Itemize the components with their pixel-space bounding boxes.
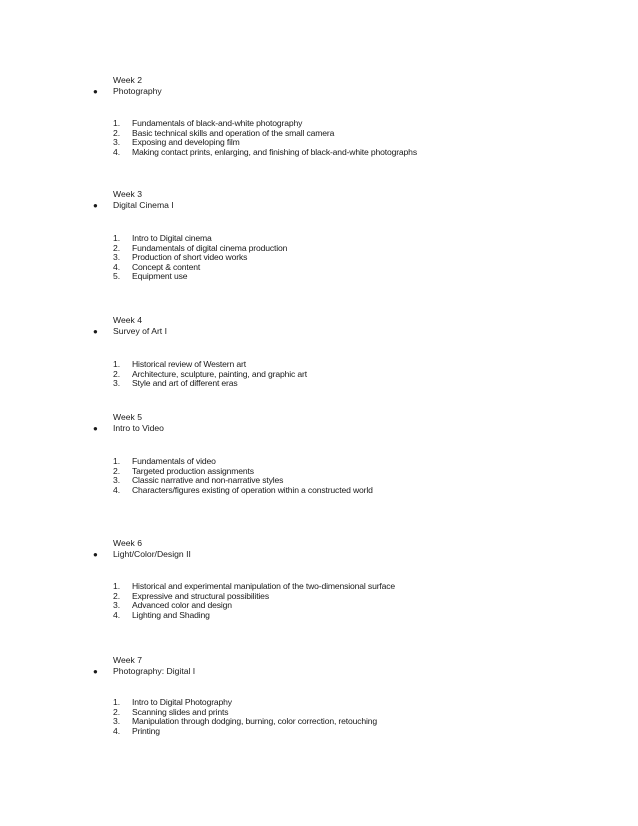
topic-text: Fundamentals of black-and-white photography [132, 118, 303, 128]
topic-number: 5. [113, 271, 121, 282]
week-label: Week 7 [113, 655, 142, 665]
topic-item [0, 467, 638, 477]
topic-item [0, 263, 638, 273]
course-row [0, 423, 638, 434]
topic-item [0, 601, 638, 611]
topic-text: Lighting and Shading [132, 609, 210, 620]
topic-item [0, 379, 638, 389]
topic-item [0, 727, 638, 737]
week-label: Week 4 [113, 315, 142, 325]
topic-item [0, 457, 638, 467]
course-title: Intro to Video [113, 423, 164, 433]
topic-text: Fundamentals of video [132, 456, 216, 466]
topic-number: 2. [113, 706, 121, 717]
topic-number: 1. [113, 118, 121, 128]
topic-number: 1. [113, 456, 121, 466]
topic-text: Historical review of Western art [132, 359, 246, 369]
topic-list [0, 234, 638, 282]
bullet-icon: ● [93, 201, 98, 210]
week-label: Week 6 [113, 538, 142, 548]
week-label: Week 5 [113, 412, 142, 422]
week-label: Week 2 [113, 75, 142, 85]
topic-item [0, 582, 638, 592]
topic-text: Equipment use [132, 271, 188, 282]
topic-list [0, 457, 638, 495]
topic-number: 1. [113, 581, 121, 591]
topic-text: Scanning slides and prints [132, 706, 229, 717]
topic-list [0, 698, 638, 736]
topic-item [0, 698, 638, 708]
topic-text: Intro to Digital Photography [132, 697, 232, 707]
topic-text: Fundamentals of digital cinema production [132, 242, 288, 253]
course-title: Digital Cinema I [113, 200, 174, 210]
topic-number: 4. [113, 261, 121, 272]
topic-text: Concept & content [132, 261, 201, 272]
topic-number: 3. [113, 716, 121, 727]
topic-item [0, 253, 638, 263]
topic-text: Manipulation through dodging, burning, color correction, retouching [132, 716, 378, 727]
topic-list [0, 360, 638, 389]
topic-text: Production of short video works [132, 252, 248, 263]
topic-text: Historical and experimental manipulation of the two-dimensional surface [132, 581, 396, 591]
topic-number: 2. [113, 242, 121, 253]
course-row [0, 326, 638, 337]
topic-item [0, 272, 638, 282]
topic-number: 4. [113, 609, 121, 620]
topic-number: 2. [113, 368, 121, 379]
topic-number: 1. [113, 233, 121, 243]
topic-number: 2. [113, 590, 121, 601]
topic-item [0, 244, 638, 254]
topic-item [0, 148, 638, 158]
course-title: Photography [113, 86, 162, 96]
topic-number: 1. [113, 697, 121, 707]
topic-number: 4. [113, 146, 121, 157]
topic-item [0, 234, 638, 244]
course-row [0, 549, 638, 560]
bullet-icon: ● [93, 550, 98, 559]
topic-text: Expressive and structural possibilities [132, 590, 269, 601]
course-title: Photography: Digital I [113, 666, 196, 676]
topic-number: 3. [113, 378, 121, 389]
topic-item [0, 717, 638, 727]
topic-text: Characters/figures existing of operation within a constructed world [132, 484, 373, 495]
topic-text: Targeted production assignments [132, 465, 254, 476]
course-row [0, 200, 638, 211]
topic-text: Printing [132, 725, 160, 736]
topic-item [0, 592, 638, 602]
topic-number: 2. [113, 465, 121, 476]
bullet-icon: ● [93, 87, 98, 96]
course-title: Survey of Art I [113, 326, 167, 336]
topic-item [0, 129, 638, 139]
topic-list [0, 582, 638, 620]
topic-list [0, 119, 638, 157]
course-row [0, 86, 638, 97]
topic-text: Making contact prints, enlarging, and finishing of black-and-white photographs [132, 146, 417, 157]
topic-number: 2. [113, 127, 121, 138]
bullet-icon: ● [93, 667, 98, 676]
topic-item [0, 486, 638, 496]
topic-item [0, 611, 638, 621]
topic-number: 4. [113, 725, 121, 736]
topic-text: Basic technical skills and operation of the small camera [132, 127, 335, 138]
course-row [0, 666, 638, 677]
topic-text: Style and art of different eras [132, 378, 238, 389]
topic-number: 3. [113, 475, 121, 486]
week-label: Week 3 [113, 189, 142, 199]
bullet-icon: ● [93, 327, 98, 336]
course-title: Light/Color/Design II [113, 549, 191, 559]
topic-text: Intro to Digital cinema [132, 233, 212, 243]
topic-text: Advanced color and design [132, 600, 232, 611]
topic-number: 3. [113, 137, 121, 148]
topic-text: Architecture, sculpture, painting, and graphic art [132, 368, 307, 379]
topic-number: 3. [113, 600, 121, 611]
topic-item [0, 370, 638, 380]
topic-text: Exposing and developing film [132, 137, 240, 148]
bullet-icon: ● [93, 424, 98, 433]
topic-number: 1. [113, 359, 121, 369]
topic-number: 3. [113, 252, 121, 263]
topic-number: 4. [113, 484, 121, 495]
topic-text: Classic narrative and non-narrative styles [132, 475, 284, 486]
topic-item [0, 360, 638, 370]
